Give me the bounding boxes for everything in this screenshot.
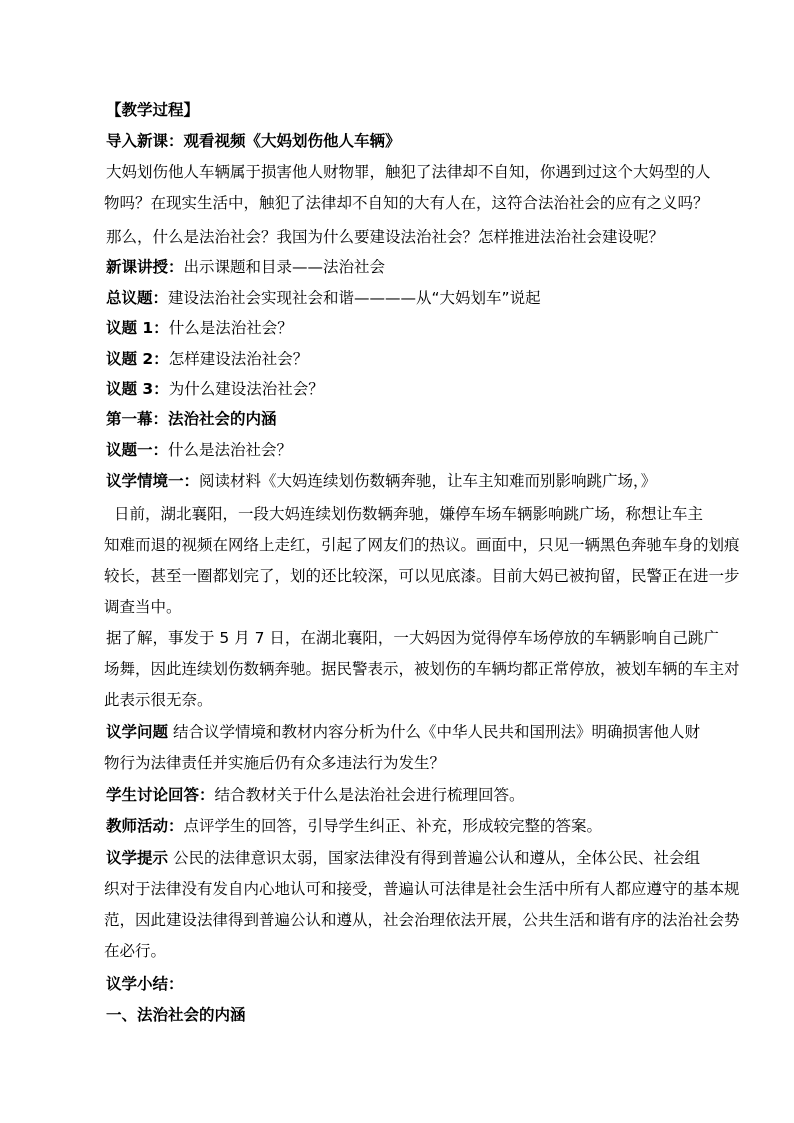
topic-one-text: 什么是法治社会？ (168, 441, 293, 459)
topic-2-label: 议题 2： (106, 350, 169, 368)
hint-label: 议学提示 (106, 849, 169, 867)
situation-label: 议学情境一： (106, 472, 200, 490)
summary-label: 议学小结： (106, 975, 184, 993)
new-lesson-label: 新课讲授： (106, 258, 184, 276)
student-text: 结合教材关于什么是法治社会进行梳理回答。 (214, 786, 525, 804)
topic-one-label: 议题一： (106, 441, 169, 459)
material-1-line-1: 日前，湖北襄阳，一段大妈连续划伤数辆奔驰，嫌停车场车辆影响跳广场，称想让车主 (114, 505, 704, 523)
question-line-1 (106, 721, 700, 743)
teacher-line (106, 815, 602, 837)
question-label: 议学问题 (106, 723, 169, 741)
intro-label: 导入新课： (106, 132, 184, 150)
hint-line-4: 在必行。 (104, 942, 167, 960)
question-line-2: 物行为法律责任并实施后仍有众多违法行为发生？ (104, 754, 446, 772)
section-title: 【教学过程】 (106, 101, 200, 119)
total-topic-text: 建设法治社会实现社会和谐————从“大妈划车”说起 (168, 289, 541, 307)
topic-1-text: 什么是法治社会？ (168, 319, 293, 337)
teacher-text: 点评学生的回答，引导学生纠正、补充，形成较完整的答案。 (183, 817, 603, 835)
question-text-1: 结合议学情境和教材内容分析为什么《中华人民共和国刑法》明确损害他人财 (168, 723, 700, 741)
material-2-line-2: 场舞，因此连续划伤数辆奔驰。据民警表示，被划伤的车辆均都正常停放，被划车辆的车主对 (104, 660, 740, 678)
hint-line-3: 范，因此建设法律得到普遍公认和遵从，社会治理依法开展，公共生活和谐有序的法治社会势 (104, 911, 740, 929)
topic-3-text: 为什么建设法治社会？ (168, 380, 324, 398)
paragraph-1-line-2: 物吗？在现实生活中，触犯了法律却不自知的大有人在，这符合法治社会的应有之义吗？ (104, 194, 709, 212)
intro-text: 观看视频《大妈划伤他人车辆》 (183, 132, 401, 150)
material-1-line-3: 较长，甚至一圈都划完了，划的还比较深，可以见底漆。目前大妈已被拘留，民警正在进一步 (104, 567, 740, 585)
situation-text: 阅读材料《大妈连续划伤数辆奔驰，让车主知难而别影响跳广场，》 (199, 472, 657, 490)
student-line (106, 784, 525, 806)
heading-1: 一、法治社会的内涵 (106, 1006, 246, 1024)
topic-3-line (106, 378, 324, 400)
topic-1-line (106, 317, 293, 339)
paragraph-1-line-1: 大妈划伤他人车辆属于损害他人财物罪，触犯了法律却不自知，你遇到过这个大妈型的人 (106, 163, 711, 181)
student-label: 学生讨论回答： (106, 786, 215, 804)
teacher-label: 教师活动： (106, 817, 184, 835)
paragraph-2: 那么，什么是法治社会？我国为什么要建设法治社会？怎样推进法治社会建设呢？ (106, 228, 665, 246)
topic-2-line (106, 348, 308, 370)
topic-2-text: 怎样建设法治社会？ (168, 350, 309, 368)
total-topic-line (106, 287, 541, 309)
material-2-line-1: 据了解，事发于 5 月 7 日，在湖北襄阳，一大妈因为觉得停车场停放的车辆影响自己跳广 (106, 629, 719, 647)
intro-line (106, 130, 401, 152)
topic-one-line (106, 439, 292, 461)
situation-line (106, 470, 656, 492)
material-1-line-2: 知难而退的视频在网络上走红，引起了网友们的热议。画面中，只见一辆黑色奔驰车身的划痕 (104, 536, 740, 554)
total-topic-label: 总议题： (106, 289, 169, 307)
hint-text-1: 公民的法律意识太弱，国家法律没有得到普遍公认和遵从，全体公民、社会组 (168, 849, 700, 867)
hint-line-2: 织对于法律没有发自内心地认可和接受，普遍认可法律是社会生活中所有人都应遵守的基本规 (104, 880, 740, 898)
chapter-1-heading: 第一幕：法治社会的内涵 (106, 410, 277, 428)
new-lesson-text: 出示课题和目录——法治社会 (183, 258, 386, 276)
new-lesson-line (106, 256, 385, 278)
material-2-line-3: 此表示很无奈。 (104, 691, 213, 709)
material-1-line-4: 调查当中。 (104, 598, 182, 616)
topic-1-label: 议题 1： (106, 319, 169, 337)
topic-3-label: 议题 3： (106, 380, 169, 398)
hint-line-1 (106, 847, 700, 869)
